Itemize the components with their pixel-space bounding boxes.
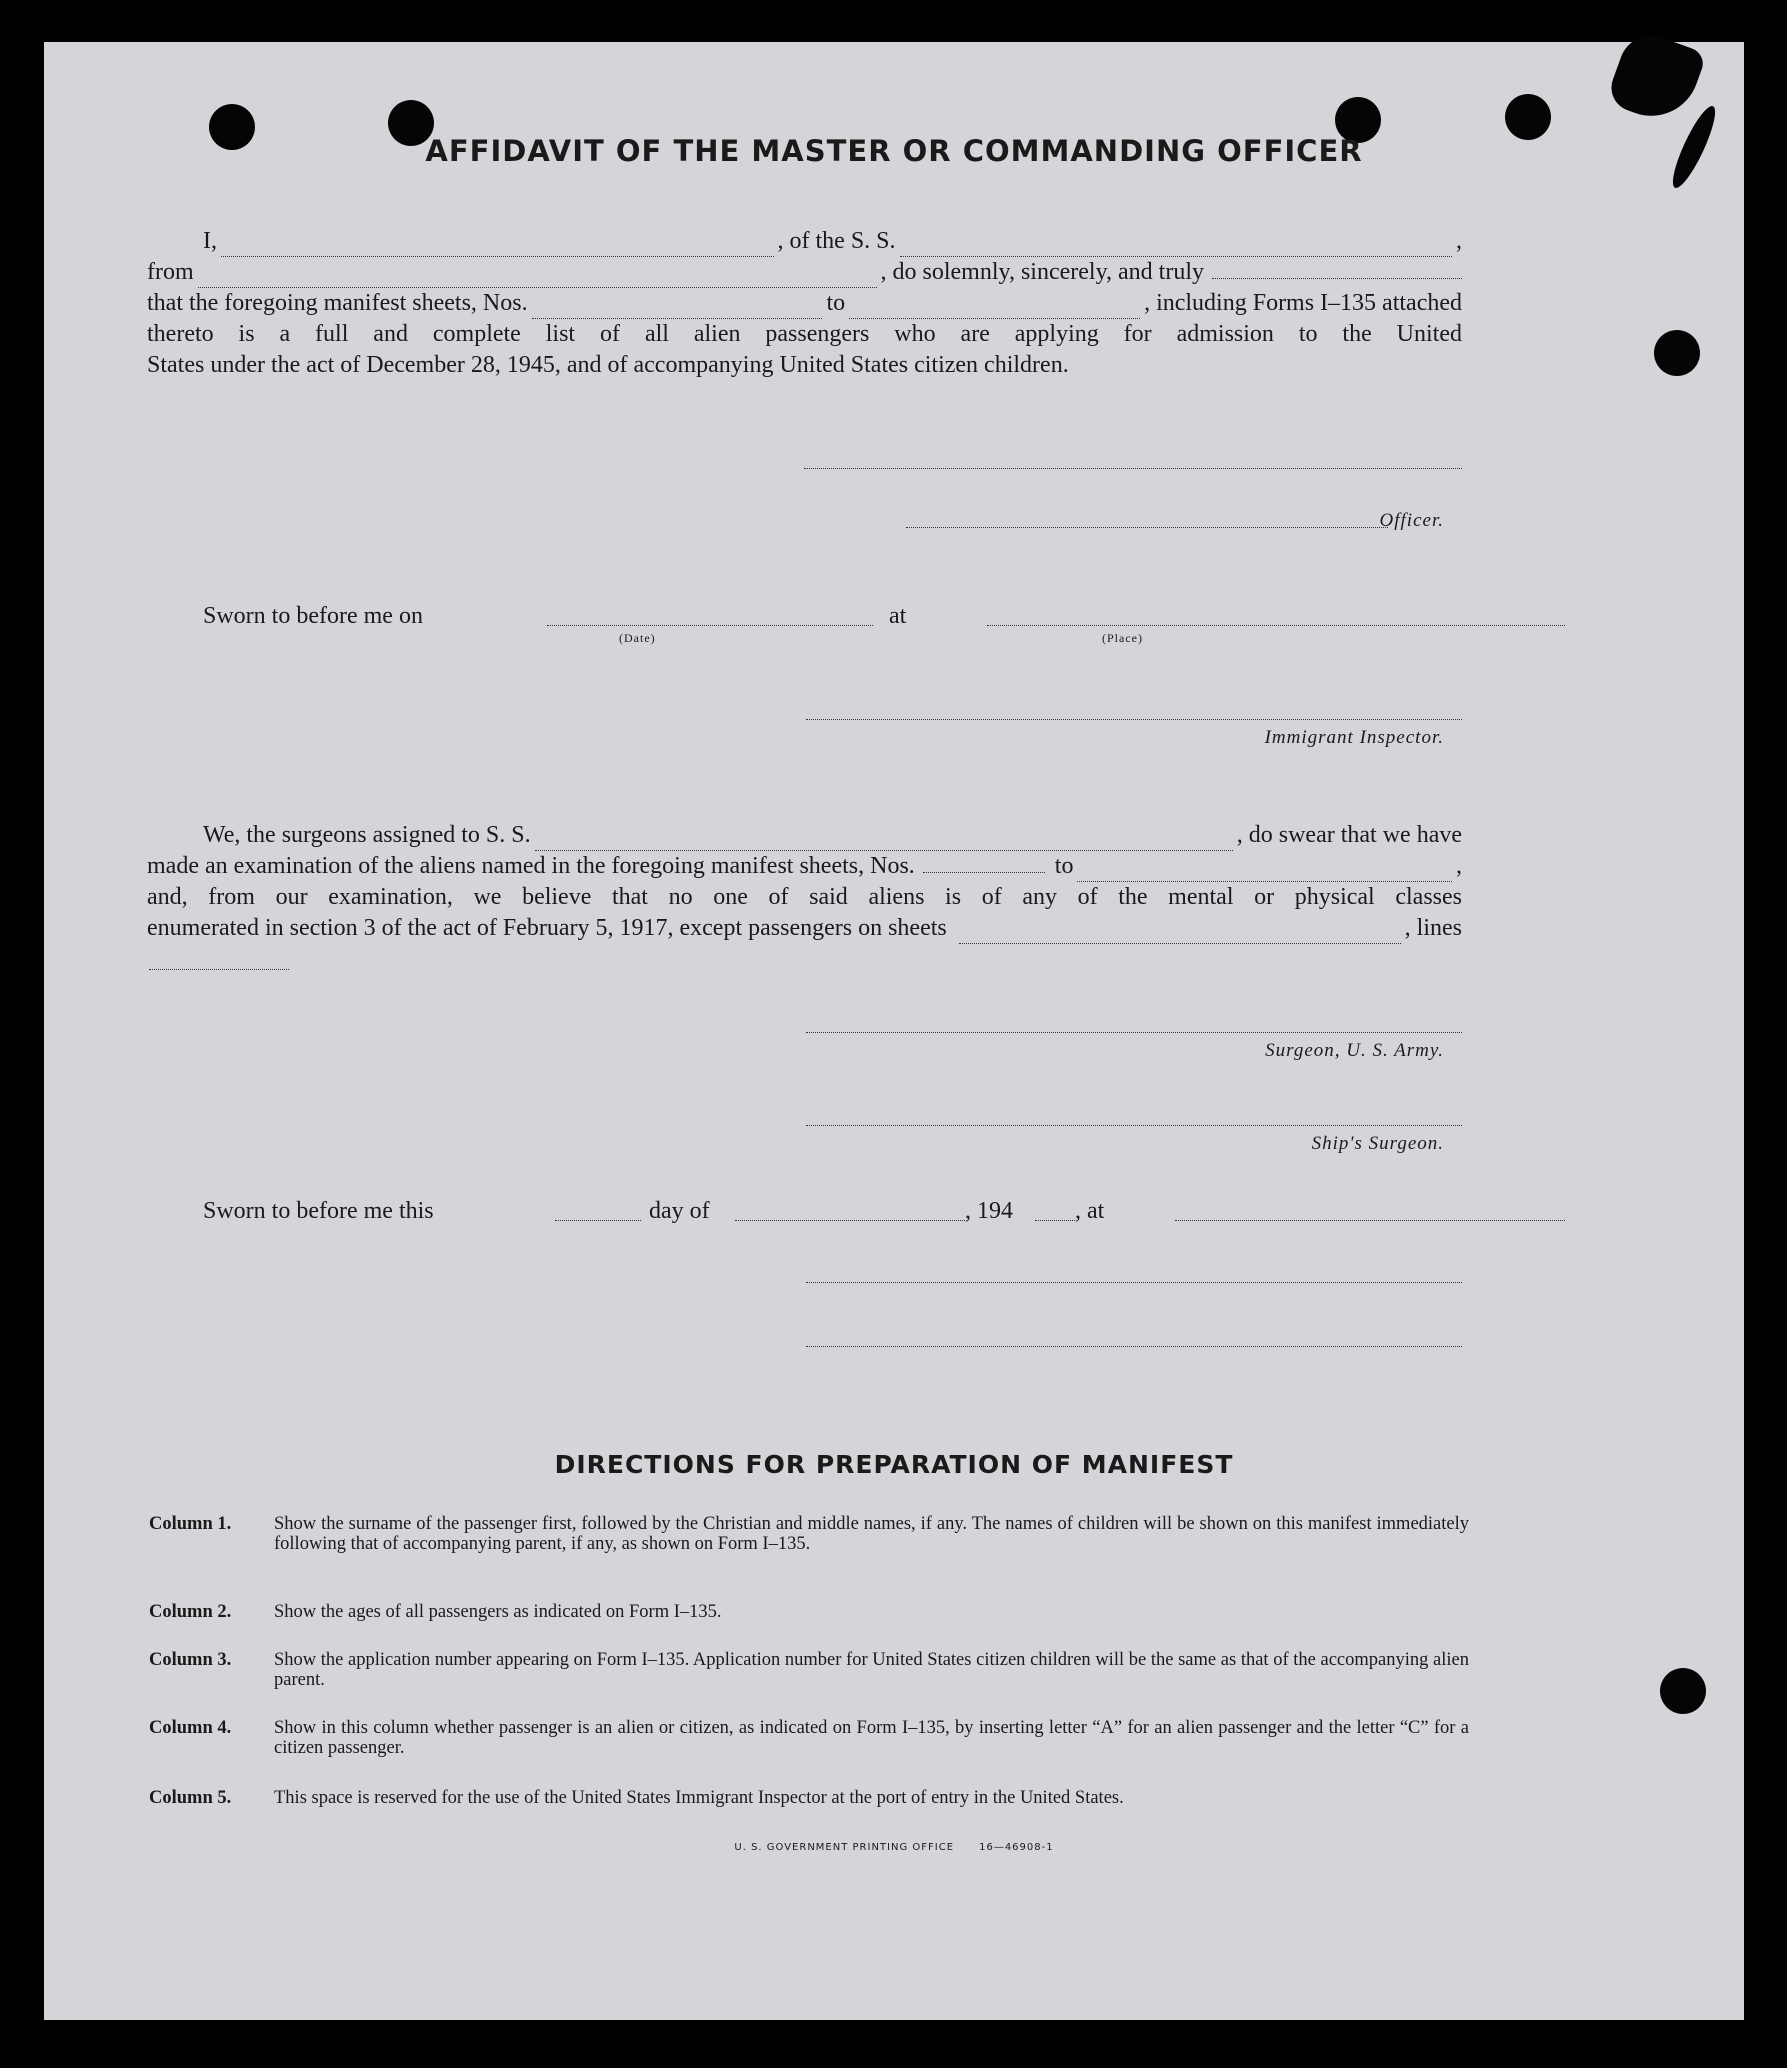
form-sheet: AFFIDAVIT OF THE MASTER OR COMMANDING OFFICER I, , of the S. S. , from , do solemnly, sincerely, and truly that the foregoing manifest sheets, Nos. to , including Forms I–135 attached thereto is a full and complete list of all alien passengers who are applying for admission to the United States under the act of December 28, 1945, and of accompanying United States citizen children. Officer. Sworn to before me on at (Date) (Place) Immigrant Inspector. We, the surgeons assigned to S. S. , do swear that we have made an examination of the aliens named in the foregoing manifest sheets, Nos. to , and, from our examination, we believe that no one of said aliens is of any of the mental or physical classes enumerated in section 3 of the act of February 5, 1917, except passengers on sheets , lines Surgeon, U. S. Army. Ship's Surgeon. Sworn to before me this day of , 194 , at DIRECTIONS FOR PREPARATION OF MANIFEST Column 1. Show the surname of the passenger first, followed by the Christian and middle names, if any. The names of children will be shown on this manifest immediately following that of accompanying parent, if any, as shown on Form I–135. Column 2. Show the ages of all passengers as indicated on Form I–135. Column 3. Show the application number appearing on Form I–135. Application number for United States citizen children will be the same as that of the accompanying alien parent. Column 4. Show in this column whether passenger is an alien or citizen, as indicated on Form I–135, by inserting letter “A” for an alien passenger and the letter “C” for a citizen passenger. Column 5. This space is reserved for the use of the United States Immigrant Inspector at the port of entry in the United States. U. S. GOVERNMENT PRINTING OFFICE 16—46908-1 — [44, 42, 1744, 2020]
place-blank[interactable] — [987, 605, 1565, 626]
inspector-signature-line-2[interactable] — [806, 1282, 1462, 1283]
direction-item: Column 4. Show in this column whether passenger is an alien or citizen, as indicated on Form I–135, by inserting letter “A” for an alien passenger and the letter “C” for a citizen passenger. — [149, 1718, 1469, 1758]
direction-item: Column 3. Show the application number appearing on Form I–135. Application number for United States citizen children will be the same as that of the accompanying alien parent. — [149, 1650, 1469, 1690]
sheet-from-blank[interactable] — [532, 298, 823, 319]
surgeon-ship-blank[interactable] — [535, 830, 1233, 851]
sworn-place-blank[interactable] — [1175, 1200, 1565, 1221]
surgeon-sheet-to-blank[interactable] — [1077, 861, 1452, 882]
ship-surgeon-caption: Ship's Surgeon. — [1311, 1133, 1444, 1154]
officer-caption: Officer. — [1379, 510, 1444, 531]
army-surgeon-signature-line[interactable] — [806, 1032, 1462, 1033]
affidavit-line-4: thereto is a full and complete list of all alien passengers who are applying for admission to the United — [147, 321, 1462, 347]
army-surgeon-caption: Surgeon, U. S. Army. — [1265, 1040, 1444, 1061]
surgeons-line-3: and, from our examination, we believe that no one of said aliens is of any of the mental or physical classes — [147, 884, 1462, 910]
direction-item: Column 5. This space is reserved for the use of the United States Immigrant Inspector at the port of entry in the United States. — [149, 1788, 1124, 1808]
month-blank[interactable] — [735, 1200, 965, 1221]
year-blank[interactable] — [1035, 1200, 1075, 1221]
ship-surgeon-signature-line[interactable] — [806, 1125, 1462, 1126]
signature-line[interactable] — [804, 468, 1462, 469]
inspector-signature-line[interactable] — [806, 719, 1462, 720]
place-caption: (Place) — [1102, 631, 1143, 645]
day-blank[interactable] — [555, 1200, 641, 1221]
inspector-title-line-2[interactable] — [806, 1346, 1462, 1347]
sheet-to-blank[interactable] — [849, 298, 1140, 319]
direction-item: Column 2. Show the ages of all passengers as indicated on Form I–135. — [149, 1602, 722, 1622]
declaration-blank[interactable] — [1212, 258, 1462, 279]
name-blank[interactable] — [221, 236, 774, 257]
lines-blank[interactable] — [149, 969, 289, 970]
page-title: AFFIDAVIT OF THE MASTER OR COMMANDING OFFICER — [425, 134, 1363, 168]
date-caption: (Date) — [619, 631, 656, 645]
surgeon-sheet-from-blank[interactable] — [923, 852, 1045, 873]
printer-imprint: U. S. GOVERNMENT PRINTING OFFICE 16—46908-1 — [734, 1842, 1054, 1853]
except-sheets-blank[interactable] — [959, 923, 1401, 944]
from-port-blank[interactable] — [198, 267, 877, 288]
direction-item: Column 1. Show the surname of the passenger first, followed by the Christian and middle names, if any. The names of children will be shown on this manifest immediately following that of accompanying parent, if any, as shown on Form I–135. — [149, 1514, 1469, 1554]
affidavit-line-1: I, , of the S. S. , — [147, 226, 1462, 257]
surgeons-line-2: made an examination of the aliens named in the foregoing manifest sheets, Nos. to , — [147, 851, 1462, 882]
surgeons-line-1: We, the surgeons assigned to S. S. , do swear that we have — [147, 820, 1462, 851]
corner-damage — [1605, 27, 1708, 130]
affidavit-line-3: that the foregoing manifest sheets, Nos. to , including Forms I–135 attached — [147, 288, 1462, 319]
punch-hole — [1660, 1668, 1706, 1714]
inspector-caption: Immigrant Inspector. — [1264, 727, 1444, 748]
affidavit-line-5: States under the act of December 28, 1945, and of accompanying United States citizen children. — [147, 352, 1069, 378]
punch-hole — [1654, 330, 1700, 376]
directions-title: DIRECTIONS FOR PREPARATION OF MANIFEST — [554, 1450, 1234, 1479]
date-blank[interactable] — [547, 605, 873, 626]
surgeons-line-4: enumerated in section 3 of the act of February 5, 1917, except passengers on sheets , lines — [147, 913, 1462, 944]
affidavit-line-2: from , do solemnly, sincerely, and truly — [147, 257, 1462, 288]
ship-name-blank[interactable] — [900, 236, 1453, 257]
